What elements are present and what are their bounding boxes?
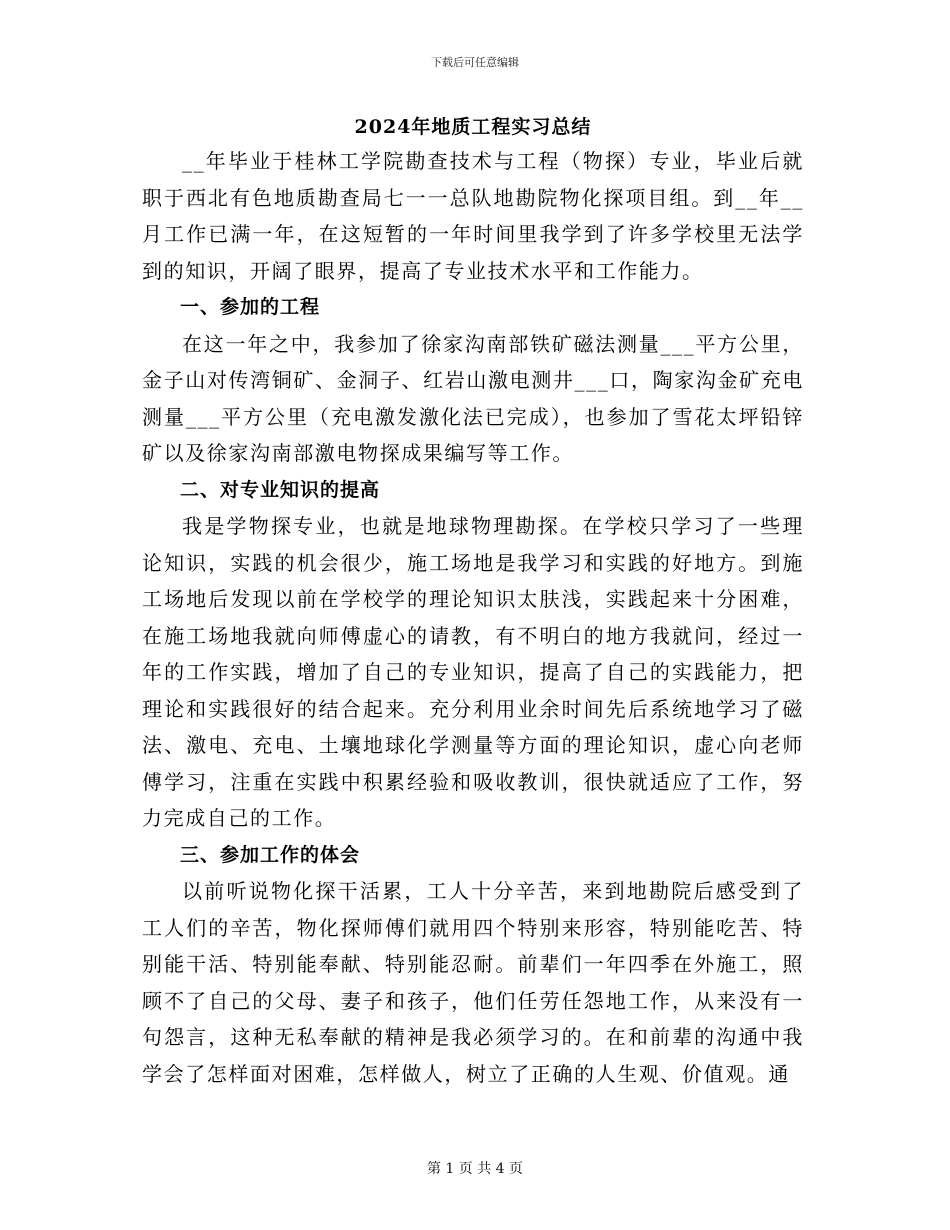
page-header: 下载后可任意编辑	[431, 56, 519, 69]
section-heading-experience: 三、参加工作的体会	[180, 843, 361, 866]
page-footer: 第 1 页 共 4 页	[426, 1161, 524, 1177]
intro-paragraph: __年毕业于桂林工学院勘查技术与工程（物探）专业，毕业后就职于西北有色地质勘查局七一一总队地勘院物化探项目组。到__年__月工作已满一年，在这短暂的一年时间里我学到了许多学校里无法学到的知识，开阔了眼界，提高了专业技术水平和工作能力。	[142, 149, 804, 283]
section-heading-knowledge: 二、对专业知识的提高	[180, 478, 381, 501]
document-body	[142, 112, 804, 1092]
section-body-projects: 在这一年之中，我参加了徐家沟南部铁矿磁法测量___平方公里，金子山对传湾铜矿、金洞子、红岩山激电测井___口，陶家沟金矿充电测量___平方公里（充电激发激化法已完成），也参加了雪花太坪铅锌矿以及徐家沟南部激电物探成果编写等工作。	[142, 331, 804, 465]
section-heading-projects: 一、参加的工程	[180, 296, 321, 318]
section-body-experience: 以前听说物化探干活累，工人十分辛苦，来到地勘院后感受到了工人们的辛苦，物化探师傅们就用四个特别来形容，特别能吃苦、特别能干活、特别能奉献、特别能忍耐。前辈们一年四季在外施工，照顾不了自己的父母、妻子和孩子，他们任劳任怨地工作，从来没有一句怨言，这种无私奉献的精神是我必须学习的。在和前辈的沟通中我学会了怎样面对困难，怎样做人，树立了正确的人生观、价值观。通	[142, 879, 804, 1086]
document-title: 2024年地质工程实习总结	[354, 116, 592, 138]
section-body-knowledge: 我是学物探专业，也就是地球物理勘探。在学校只学习了一些理论知识，实践的机会很少，施工场地是我学习和实践的好地方。到施工场地后发现以前在学校学的理论知识太肤浅，实践起来十分困难，在施工场地我就向师傅虚心的请教，有不明白的地方我就问，经过一年的工作实践，增加了自己的专业知识，提高了自己的实践能力，把理论和实践很好的结合起来。充分利用业余时间先后系统地学习了磁法、激电、充电、土壤地球化学测量等方面的理论知识，虚心向老师傅学习，注重在实践中积累经验和吸收教训，很快就适应了工作，努力完成自己的工作。	[142, 514, 804, 830]
